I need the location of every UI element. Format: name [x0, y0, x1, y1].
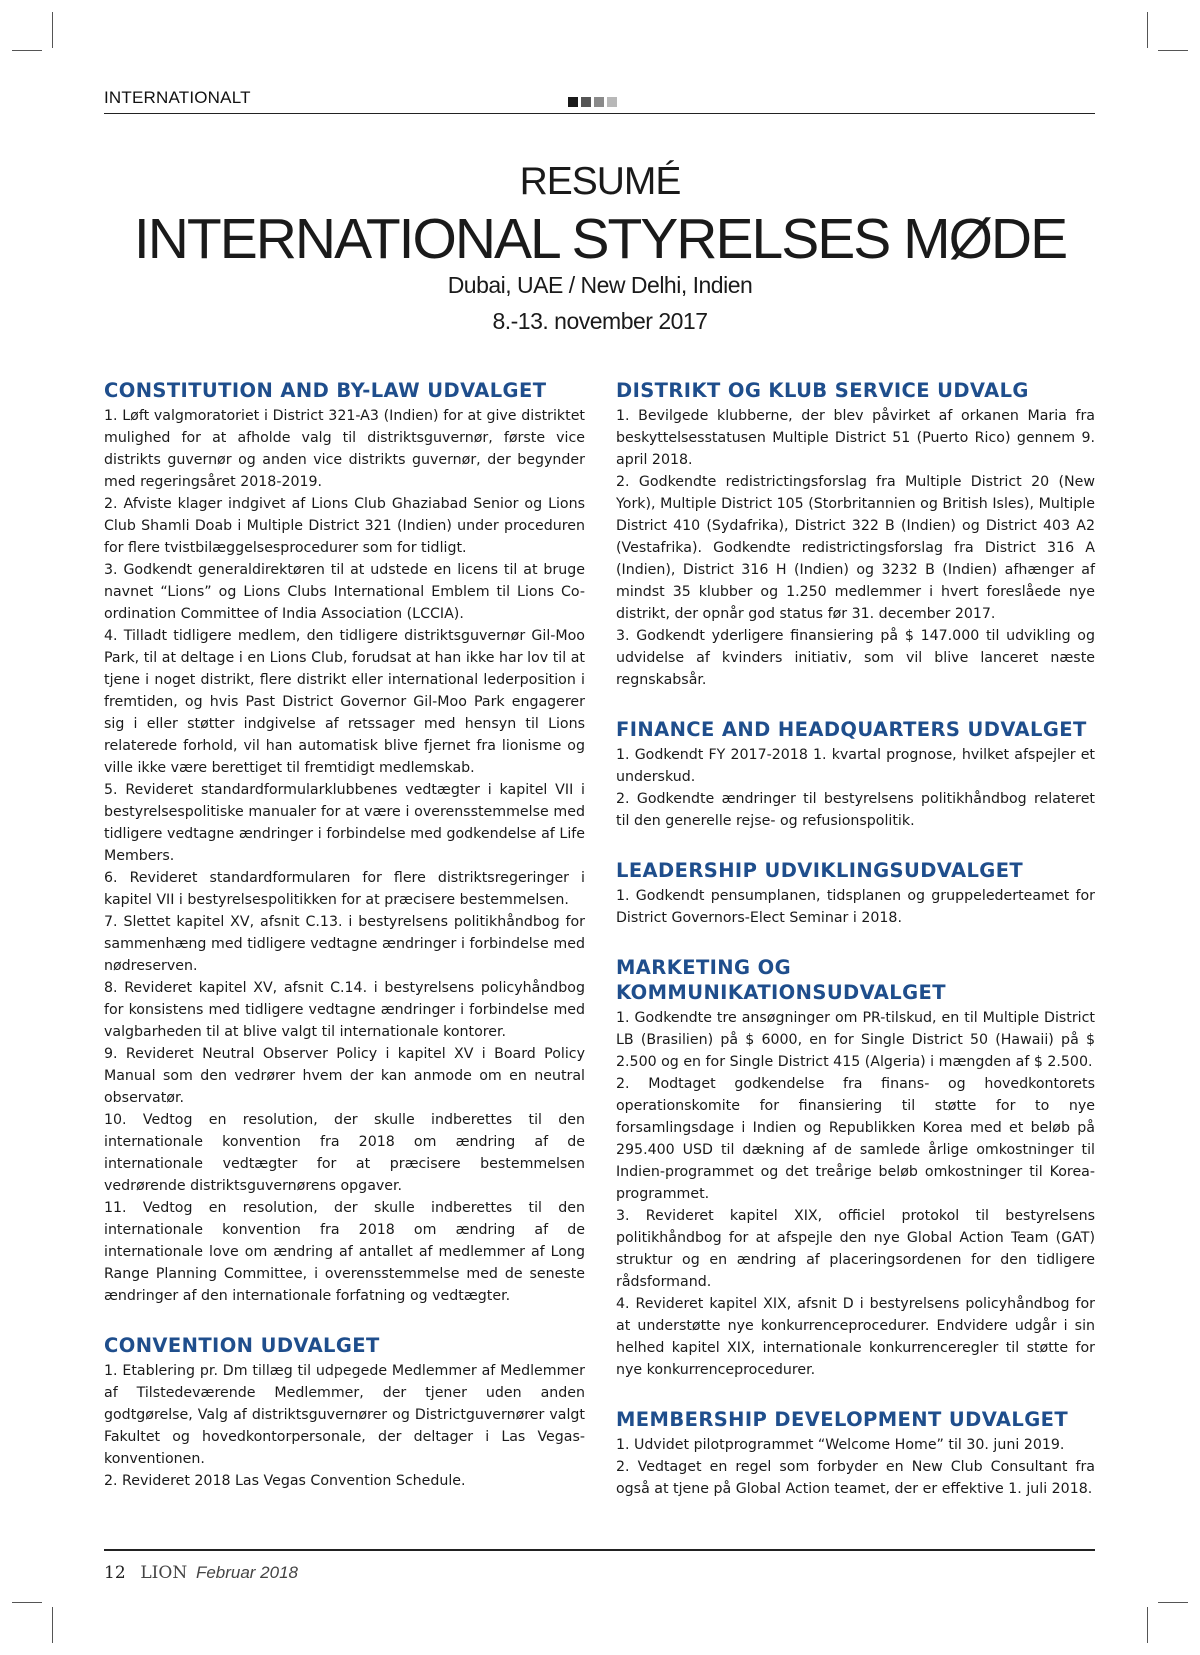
header-square	[568, 97, 578, 107]
committee-section	[616, 717, 1095, 832]
meeting-dates: 8.-13. november 2017	[492, 308, 708, 334]
committee-item: 1. Bevilgede klubberne, der blev påvirket af orkanen Maria fra beskyttelsesstatusen Multiple District 51 (Puerto Rico) gennem 9. april 2018.	[616, 408, 1095, 468]
header-square	[581, 97, 591, 107]
page-number: 12	[104, 1563, 126, 1583]
committee-section	[616, 1407, 1095, 1500]
page-footer	[104, 1563, 298, 1583]
left-column	[104, 378, 585, 1518]
meeting-location: Dubai, UAE / New Delhi, Indien	[447, 272, 753, 298]
header-square	[594, 97, 604, 107]
committee-item: 9. Revideret Neutral Observer Policy i kapitel XV i Board Policy Manual som den vedrører hvem der kan anmode om en neutral observatør.	[104, 1046, 585, 1106]
right-column	[616, 378, 1095, 1526]
issue-date: Februar 2018	[195, 1563, 299, 1582]
committee-item: 2. Revideret 2018 Las Vegas Convention Schedule.	[104, 1473, 466, 1489]
committee-item: 10. Vedtog en resolution, der skulle indberettes til den internationale konvention fra 2018 om ændring af de internationale vedtægter for at præcisere bestemmelsen vedrørende distriktsguvernørens opgaver.	[104, 1112, 585, 1194]
committee-heading: MEMBERSHIP DEVELOPMENT UDVALGET	[616, 1408, 1069, 1431]
committee-section	[104, 378, 585, 1307]
crop-mark-top-left-h	[12, 50, 42, 51]
committee-heading: MARKETING OG KOMMUNIKATIONSUDVALGET	[616, 956, 946, 1004]
committee-item: 3. Godkendt generaldirektøren til at udstede en licens til at bruge navnet “Lions” og Lions Clubs International Emblem til Lions Co-ordination Committee of India Association (LCCIA).	[104, 562, 585, 622]
crop-mark-bottom-right-h	[1158, 1602, 1188, 1603]
committee-item: 1. Udvidet pilotprogrammet “Welcome Home” til 30. juni 2019.	[616, 1437, 1065, 1453]
crop-mark-bottom-right	[1147, 1607, 1148, 1643]
committee-item: 7. Slettet kapitel XV, afsnit C.13. i bestyrelsens politikhåndbog for sammenhæng med tidligere vedtagne ændringer i forbindelse med nødreserven.	[104, 914, 585, 974]
committee-heading: FINANCE AND HEADQUARTERS UDVALGET	[616, 718, 1087, 741]
committee-section	[616, 955, 1095, 1381]
crop-mark-top-right-h	[1158, 50, 1188, 51]
footer-rule	[104, 1549, 1095, 1551]
crop-mark-bottom-left-h	[12, 1602, 42, 1603]
committee-section	[616, 858, 1095, 929]
committee-item: 1. Løft valgmoratoriet i District 321-A3 (Indien) for at give distriktet mulighed for at afholde valg til distriktsguvernør, første vice distrikts guvernør og anden vice distrikts guvernør, der begynder med regeringsåret 2018-2019.	[104, 408, 585, 490]
committee-item: 2. Godkendte ændringer til bestyrelsens politikhåndbog relateret til den generelle rejse- og refusionspolitik.	[616, 791, 1095, 829]
header-squares	[568, 97, 617, 107]
committee-item: 2. Afviste klager indgivet af Lions Club Ghaziabad Senior og Lions Club Shamli Doab i Multiple District 321 (Indien) under proceduren for flere tvistbilæggelsesprocedurer som for tidligt.	[104, 496, 585, 556]
crop-mark-top-left	[52, 12, 53, 48]
committee-item: 4. Tilladt tidligere medlem, den tidligere distriktsguvernør Gil-Moo Park, til at deltage i en Lions Club, forudsat at han ikke har lov til at tjene i noget distrikt, flere distrikt eller international lederposition i fremtiden, og hvis Past District Governor Gil-Moo Park engagerer sig i eller støtter indgivelse af retssager med hensyn til Lions relaterede forhold, vil han automatisk blive fjernet fra lionisme og ville ikke være berettiget til fremtidigt medlemskab.	[104, 628, 585, 776]
magazine-name: LION	[140, 1563, 188, 1583]
committee-item: 3. Godkendt yderligere finansiering på $ 147.000 til udvikling og udvidelse af kvinders initiativ, som vil blive lanceret næste regnskabsår.	[616, 628, 1095, 688]
committee-item: 2. Modtaget godkendelse fra finans- og hovedkontorets operationskomite for finansiering til støtte for to nye forsamlingsdage i Indien og Republikken Korea med et beløb på 295.400 USD til dækning af de samlede årlige omkostninger til Indien-programmet og det treårige beløb omkostninger til Korea-programmet.	[616, 1076, 1095, 1202]
committee-item: 1. Godkendt FY 2017-2018 1. kvartal prognose, hvilket afspejler et underskud.	[616, 747, 1095, 785]
committee-item: 2. Godkendte redistrictingsforslag fra Multiple District 20 (New York), Multiple District 105 (Storbritannien og British Isles), Multiple District 410 (Sydafrika), District 322 B (Indien) og District 403 A2 (Vestafrika). Godkendte redistrictingsforslag fra District 316 A (Indien), District 316 H (Indien) og 3232 B (Indien) afhænger af mindst 35 klubber og 1.250 medlemmer i hvert foreslåede nye distrikt, der opnår god status før 31. december 2017.	[616, 474, 1095, 622]
header-square	[607, 97, 617, 107]
committee-item: 8. Revideret kapitel XV, afsnit C.14. i bestyrelsens policyhåndbog for konsistens med tidligere vedtagne ændringer i forbindelse med valgbarheden til at blive valgt til internationale kontorer.	[104, 980, 585, 1040]
committee-item: 6. Revideret standardformularen for flere distriktsregeringer i kapitel VII i bestyrelsespolitikken for at præcisere bestemmelsen.	[104, 870, 585, 908]
committee-heading: CONVENTION UDVALGET	[104, 1334, 380, 1357]
committee-item: 1. Etablering pr. Dm tillæg til udpegede Medlemmer af Medlemmer af Tilstedeværende Medlemmer, der tjener uden anden godtgørelse, Valg af distriktsguvernører og Districtguvernører valgt Fakultet og hovedkontorpersonale, der deltager i Las Vegas-konventionen.	[104, 1363, 585, 1467]
crop-mark-top-right	[1147, 12, 1148, 48]
committee-item: 2. Vedtaget en regel som forbyder en New Club Consultant fra også at tjene på Global Action teamet, der er effektive 1. juli 2018.	[616, 1459, 1095, 1497]
committee-section	[104, 1333, 585, 1492]
page-title-resume: RESUMÉ	[519, 160, 681, 203]
committee-item: 1. Godkendte tre ansøgninger om PR-tilskud, en til Multiple District LB (Brasilien) på $ 6000, en for Single District 50 (Hawaii) på $ 2.500 og en for Single District 415 (Algeria) i mængden af $ 2.500.	[616, 1010, 1095, 1070]
section-label: INTERNATIONALT	[104, 88, 251, 107]
committee-item: 3. Revideret kapitel XIX, officiel protokol til bestyrelsens politikhåndbog for at afspejle den nye Global Action Team (GAT) struktur og en ændring af placeringsordenen for den tidligere rådsformand.	[616, 1208, 1095, 1290]
committee-heading: DISTRIKT OG KLUB SERVICE UDVALG	[616, 379, 1029, 402]
committee-item: 1. Godkendt pensumplanen, tidsplanen og gruppelederteamet for District Governors-Elect Seminar i 2018.	[616, 888, 1095, 926]
page-title: INTERNATIONAL STYRELSES MØDE	[133, 207, 1067, 271]
header-rule	[104, 113, 1095, 114]
committee-section	[616, 378, 1095, 691]
committee-item: 5. Revideret standardformularklubbenes vedtægter i kapitel VII i bestyrelsespolitiske manualer for at være i overensstemmelse med tidligere vedtagne ændringer i forbindelse med godkendelse af Life Members.	[104, 782, 585, 864]
committee-item: 4. Revideret kapitel XIX, afsnit D i bestyrelsens policyhåndbog for at understøtte nye konkurrenceprocedurer. Endvidere udgår i sin helhed kapitel XIX, internationale konkurrenceregler til støtte for nye konkurrenceprocedurer.	[616, 1296, 1095, 1378]
crop-mark-bottom-left	[52, 1607, 53, 1643]
committee-item: 11. Vedtog en resolution, der skulle indberettes til den internationale konvention fra 2018 om ændring af de internationale love om ændring af antallet af medlemmer af Long Range Planning Committee, i overensstemmelse med de seneste ændringer af den internationale forfatning og vedtægter.	[104, 1200, 585, 1304]
committee-heading: LEADERSHIP UDVIKLINGSUDVALGET	[616, 859, 1024, 882]
committee-heading: CONSTITUTION AND BY-LAW UDVALGET	[104, 379, 547, 402]
